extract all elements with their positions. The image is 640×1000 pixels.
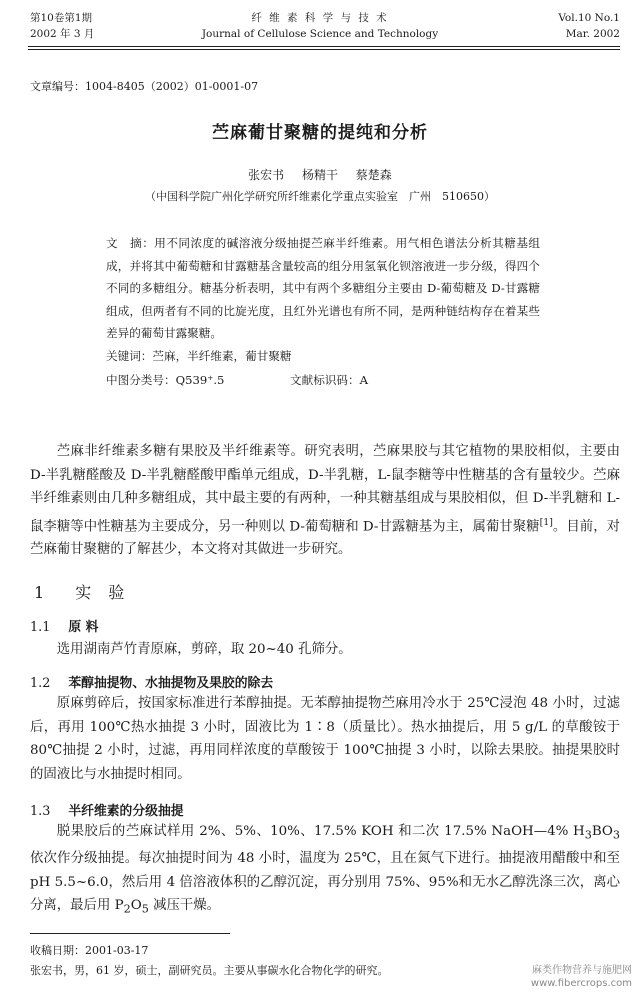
doc-code-label: 文献标识码：	[290, 373, 360, 387]
s13-text-d: O	[130, 898, 142, 914]
subsection-1-1-heading	[30, 616, 98, 635]
header-rule	[28, 46, 620, 47]
clc-label: 中图分类号：	[106, 373, 176, 387]
authors: 张宏书 杨精干 蔡楚森	[248, 168, 392, 182]
keywords-label: 关键词：	[106, 349, 153, 363]
affiliation: （中国科学院广州化学研究所纤维素化学重点实验室 广州 510650）	[145, 190, 495, 203]
header-left	[30, 10, 94, 42]
subsection-1-2-heading	[30, 672, 273, 691]
section-1-title: 实 验	[75, 583, 131, 602]
header-volume: Vol.10 No.1	[558, 12, 620, 24]
footnote-author-bio: 张宏书，男，61 岁，硕士，副研究员。主要从事碳水化合物化学的研究。	[30, 964, 389, 977]
s13-sub-3: 2	[123, 902, 131, 916]
clc-number	[106, 372, 224, 388]
doc-code	[290, 372, 368, 388]
s13-sub-2: 3	[612, 828, 620, 842]
site-watermark	[531, 964, 632, 990]
intro-text-a: 苎麻非纤维素多糖有果胶及半纤维素等。研究表明，苎麻果胶与其它植物的果胶相似，主要由 D-半乳糖醛酸及 D-半乳糖醛酸甲酯单元组成，D-半乳糖，L-鼠李糖等中性糖基的含有量较少。苎麻半纤维素则由几种多糖组成，其中最主要的有两种，一种其糖基组成与果胶相似，但 D-半乳糖和 L-鼠李糖等中性糖基为主要成分，另一种则以 D-葡萄糖和 D-甘露糖基为主，属葡甘聚糖	[30, 444, 620, 534]
header-month: Mar. 2002	[565, 28, 620, 40]
subsection-1-3-heading	[30, 800, 184, 819]
s13-text-c: 依次作分级抽提。每次抽提时间为 48 小时，温度为 25℃，且在氮气下进行。抽提液用醋酸中和至 pH 5.5~6.0，然后用 4 倍溶液体积的乙醇沉淀，再分别用 75%、95%和无水乙醇洗涤三次，离心分离，最后用 P	[30, 851, 620, 914]
subsection-1-3-text	[30, 820, 620, 921]
abstract-text: 用不同浓度的碱溶液分级抽提苎麻半纤维素。用气相色谱法分析其糖基组成，并将其中葡萄糖和甘露糖基含量较高的组分用氢氧化钡溶液进一步分级，得四个不同的多糖组分。糖基分析表明，其中有两个多糖组分主要由 D-葡萄糖及 D-甘露糖组成，但两者有不同的比旋光度，且红外光谱也有所不同，是两种链结构存在着某些差异的葡萄甘露聚糖。	[106, 236, 540, 340]
intro-paragraph	[30, 440, 620, 562]
header-issue: 第10卷第1期	[30, 12, 93, 24]
s13-sub-4: 5	[141, 902, 149, 916]
header-right	[558, 10, 620, 42]
s13-sub-1: 3	[584, 828, 592, 842]
clc-value: Q539⁺.5	[175, 373, 225, 387]
intro-text-b: 。目前，对苎麻葡甘聚糖的了解甚少，本文将对其做进一步研究。	[30, 518, 621, 558]
s13-text-e: 减压干燥。	[148, 898, 221, 914]
subsection-1-2-text: 原麻剪碎后，按国家标准进行苯醇抽提。无苯醇抽提物苎麻用冷水于 25℃浸泡 48 小时，过滤后，再用 100℃热水抽提 3 小时，固液比为 1∶8（质量比）。热水抽提后，用 5 g/L 的草酸铵于 80℃抽提 2 小时，过滤，再用同样浓度的草酸铵于 100℃抽提 3 小时，以除去果胶。抽提果胶时的固液比与水抽提时相同。	[30, 696, 620, 782]
subsection-1-1-text: 选用湖南芦竹青原麻，剪碎，取 20~40 孔筛分。	[56, 642, 352, 657]
header-center	[190, 10, 450, 42]
subsection-1-1-title: 原 料	[68, 620, 99, 635]
s13-text-b: BO	[591, 824, 613, 839]
header-date: 2002 年 3 月	[30, 28, 95, 40]
section-1-heading	[34, 580, 130, 603]
footnote-received: 收稿日期：2001-03-17	[30, 944, 149, 957]
paper-title: 苎麻葡甘聚糖的提纯和分析	[212, 123, 428, 143]
header-rule-2	[28, 49, 620, 50]
s13-text-a: 脱果胶后的苎麻试样用 2%、5%、10%、17.5% KOH 和二次 17.5% NaOH—4% H	[56, 824, 585, 839]
journal-name-cn: 纤 维 素 科 学 与 技 术	[251, 12, 389, 24]
intro-citation: [1]	[539, 516, 553, 528]
article-number: 文章编号：1004-8405（2002）01-0001-07	[30, 80, 259, 93]
doc-code-value: A	[359, 373, 368, 387]
journal-name-en: Journal of Cellulose Science and Technology	[201, 28, 439, 40]
footnote-rule	[30, 933, 230, 934]
keywords-text: 苎麻，半纤维素，葡甘聚糖	[152, 349, 292, 363]
subsection-1-2-title: 苯醇抽提物、水抽提物及果胶的除去	[68, 676, 274, 691]
watermark-line-1: 麻类作物营养与施肥网	[532, 965, 632, 976]
abstract	[106, 232, 540, 345]
subsection-1-2-number: 1.2	[30, 676, 51, 691]
subsection-1-1-number: 1.1	[30, 620, 51, 635]
subsection-1-3-number: 1.3	[30, 804, 51, 819]
keywords	[106, 348, 292, 364]
watermark-line-2: www.fibercrops.com	[530, 978, 632, 989]
subsection-1-3-title: 半纤维素的分级抽提	[68, 804, 184, 819]
abstract-label: 文 摘：	[106, 236, 155, 250]
section-1-number: 1	[34, 583, 51, 602]
